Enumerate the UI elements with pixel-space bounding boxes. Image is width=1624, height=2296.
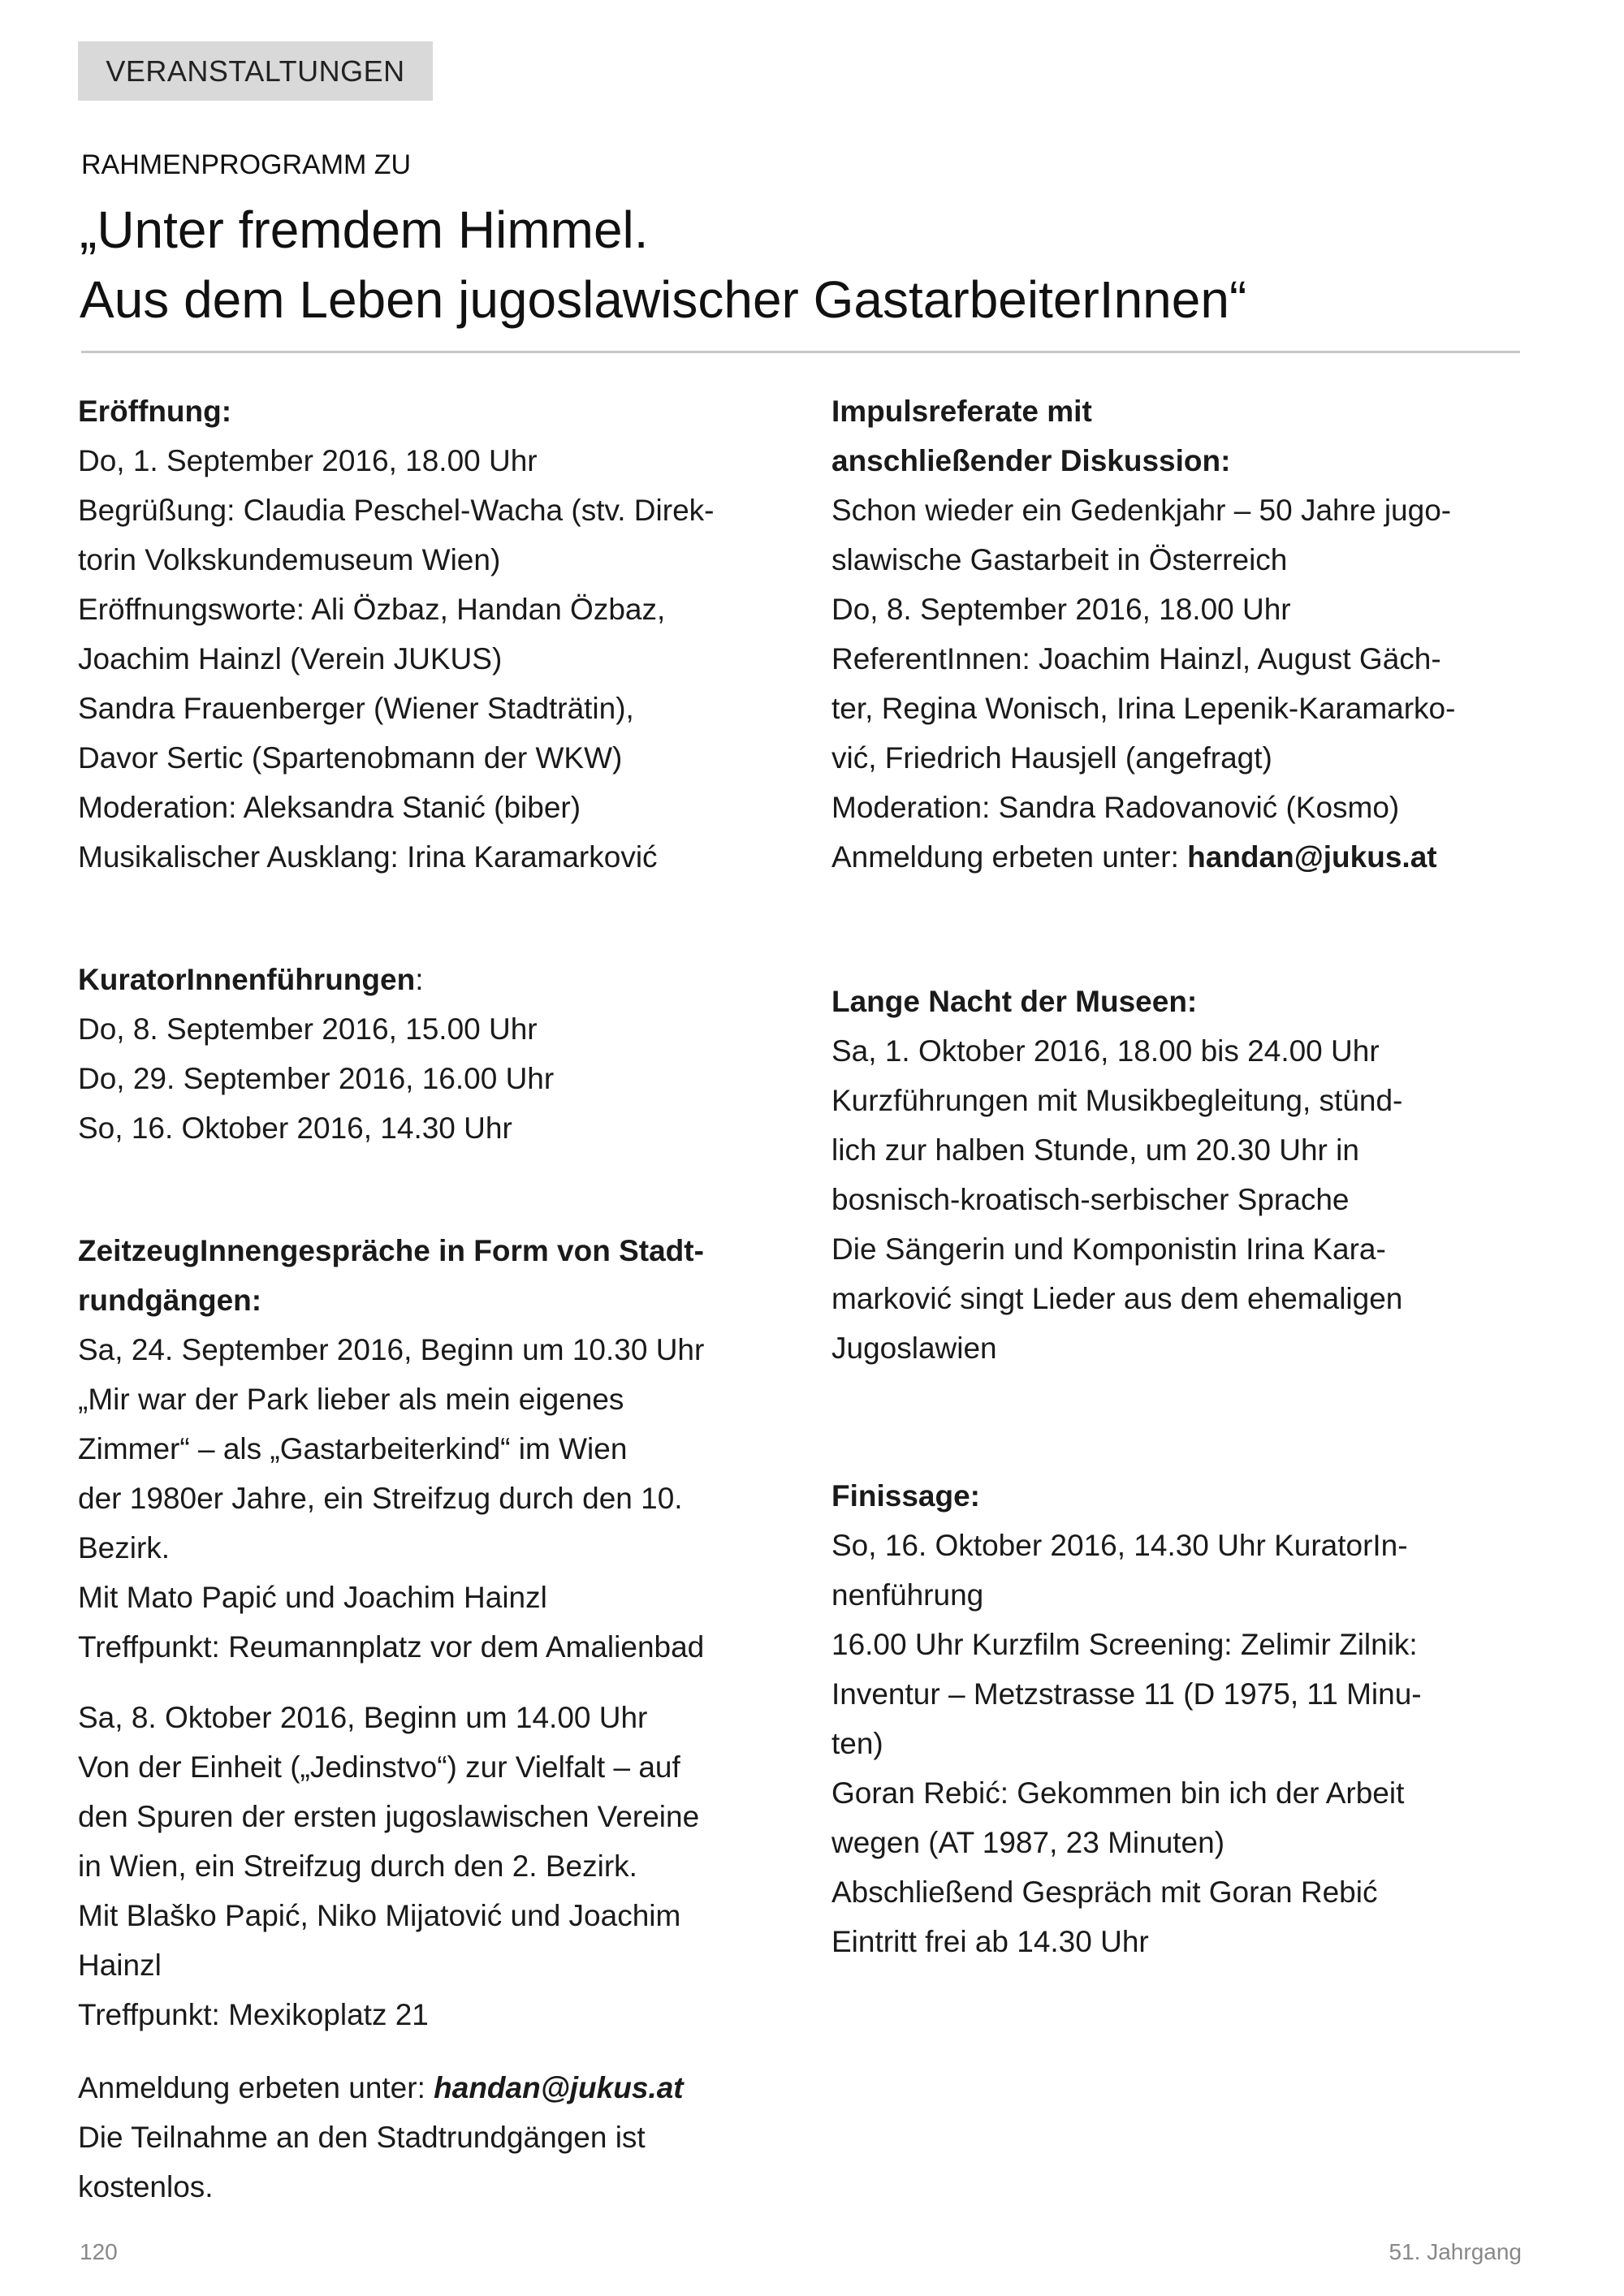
line-text: Jugoslawien: [831, 1331, 997, 1365]
line-text: Goran Rebić: Gekommen bin ich der Arbeit: [831, 1776, 1405, 1810]
block-heading: [831, 436, 1455, 486]
line-text: anschließender Diskussion:: [831, 444, 1231, 477]
block-line: [78, 1523, 704, 1573]
block-anmeldung: [78, 2063, 684, 2212]
block-line: [78, 2063, 684, 2113]
line-text: der 1980er Jahre, ein Streifzug durch den 10.: [78, 1482, 683, 1515]
block-line: [831, 1125, 1402, 1175]
block-line: [78, 733, 714, 783]
email-link[interactable]: handan@jukus.at: [434, 2071, 684, 2104]
line-text: Moderation: Sandra Radovanović (Kosmo): [831, 791, 1400, 824]
block-line: [831, 1818, 1422, 1867]
line-text: Impulsreferate mit: [831, 395, 1092, 428]
line-text: den Spuren der ersten jugoslawischen Vereine: [78, 1800, 700, 1833]
block-zeitzeuginnen: [78, 1226, 704, 1672]
line-text: Treffpunkt: Mexikoplatz 21: [78, 1998, 429, 2031]
block-line: [78, 1792, 699, 1841]
line-text: Sa, 1. Oktober 2016, 18.00 bis 24.00 Uhr: [831, 1034, 1380, 1068]
line-text: Finissage:: [831, 1479, 980, 1513]
block-line: [78, 1990, 699, 2039]
block-line: [831, 733, 1455, 783]
line-text: Die Teilnahme an den Stadtrundgängen ist: [78, 2121, 646, 2154]
line-text: So, 16. Oktober 2016, 14.30 Uhr KuratorIn-: [831, 1529, 1408, 1562]
line-text: Davor Sertic (Spartenobmann der WKW): [78, 741, 623, 775]
line-text: kostenlos.: [78, 2170, 214, 2203]
block-line: [831, 1323, 1402, 1373]
block-line: [78, 1693, 699, 1742]
line-text: Mit Mato Papić und Joachim Hainzl: [78, 1581, 547, 1614]
line-text: vić, Friedrich Hausjell (angefragt): [831, 741, 1272, 775]
line-text: Eintritt frei ab 14.30 Uhr: [831, 1925, 1149, 1958]
block-heading: [78, 955, 554, 1004]
block-stadtrundgang-2: [78, 1693, 699, 2039]
block-line: [831, 1076, 1402, 1125]
line-text: Inventur – Metzstrasse 11 (D 1975, 11 Minu-: [831, 1677, 1422, 1711]
block-line: [78, 1742, 699, 1792]
block-line: [78, 1325, 704, 1375]
block-line: [831, 1175, 1402, 1224]
line-text: bosnisch-kroatisch-serbischer Sprache: [831, 1183, 1350, 1216]
line-text: ReferentInnen: Joachim Hainzl, August Gäch-: [831, 642, 1441, 675]
line-text: Sandra Frauenberger (Wiener Stadträtin),: [78, 692, 634, 725]
line-text: torin Volkskundemuseum Wien): [78, 543, 501, 576]
block-line: [78, 783, 714, 832]
block-line: [78, 1891, 699, 1940]
block-line: [78, 1841, 699, 1891]
line-text: Do, 29. September 2016, 16.00 Uhr: [78, 1062, 555, 1095]
block-line: [831, 1274, 1402, 1323]
line-text: Abschließend Gespräch mit Goran Rebić: [831, 1875, 1378, 1909]
block-line: [831, 1669, 1422, 1719]
block-line: [78, 1474, 704, 1523]
line-text: wegen (AT 1987, 23 Minuten): [831, 1826, 1225, 1859]
line-text: Kurzführungen mit Musikbegleitung, stünd-: [831, 1084, 1403, 1117]
line-text: Eröffnungsworte: Ali Özbaz, Handan Özbaz,: [78, 593, 666, 626]
block-impulsreferate: [831, 386, 1455, 882]
divider: [81, 351, 1520, 353]
block-line: [78, 1573, 704, 1622]
line-text: ZeitzeugInnengespräche in Form von Stadt-: [78, 1234, 704, 1267]
block-heading: [78, 1275, 704, 1325]
line-text: Bezirk.: [78, 1531, 171, 1564]
line-text: ten): [831, 1727, 883, 1760]
block-line: [78, 1375, 704, 1424]
block-line: [831, 1026, 1402, 1076]
block-heading: [831, 977, 1402, 1026]
line-tail: :: [415, 963, 424, 996]
line-text: marković singt Lieder aus dem ehemaligen: [831, 1282, 1403, 1315]
block-lange-nacht: [831, 977, 1402, 1373]
line-text: Sa, 8. Oktober 2016, Beginn um 14.00 Uhr: [78, 1701, 648, 1734]
block-finissage: [831, 1471, 1422, 1966]
line-text: Von der Einheit („Jedinstvo“) zur Vielfalt – auf: [78, 1750, 680, 1784]
block-line: [831, 535, 1455, 585]
block-line: [78, 1004, 554, 1054]
line-text: So, 16. Oktober 2016, 14.30 Uhr: [78, 1111, 512, 1145]
line-text: Mit Blaško Papić, Niko Mijatović und Joachim: [78, 1899, 681, 1932]
block-kuratorinnenfuehrungen: [78, 955, 554, 1153]
block-line: [831, 1917, 1422, 1966]
block-line: [831, 1867, 1422, 1917]
line-text: Schon wieder ein Gedenkjahr – 50 Jahre jugo-: [831, 494, 1452, 527]
line-text: Hainzl: [78, 1949, 162, 1982]
line-text: Moderation: Aleksandra Stanić (biber): [78, 791, 581, 824]
line-text: „Mir war der Park lieber als mein eigenes: [78, 1383, 624, 1416]
block-line: [831, 783, 1455, 832]
block-line: [831, 1719, 1422, 1768]
line-text: Anmeldung erbeten unter:: [831, 840, 1188, 874]
block-line: [831, 1620, 1422, 1669]
block-heading: [78, 1226, 704, 1275]
block-heading: [78, 386, 714, 436]
email-link[interactable]: handan@jukus.at: [1187, 840, 1437, 874]
block-line: [78, 684, 714, 733]
block-line: [831, 1570, 1422, 1620]
block-line: [831, 832, 1455, 882]
block-line: [78, 1054, 554, 1103]
block-line: [78, 1424, 704, 1474]
line-text: Do, 8. September 2016, 18.00 Uhr: [831, 593, 1291, 626]
line-text: 16.00 Uhr Kurzfilm Screening: Zelimir Zilnik:: [831, 1628, 1418, 1661]
line-text: slawische Gastarbeit in Österreich: [831, 543, 1288, 576]
block-line: [831, 684, 1455, 733]
line-text: in Wien, ein Streifzug durch den 2. Bezirk.: [78, 1849, 637, 1883]
line-text: Do, 8. September 2016, 15.00 Uhr: [78, 1012, 538, 1046]
line-text: ter, Regina Wonisch, Irina Lepenik-Karamarko-: [831, 692, 1456, 725]
block-line: [78, 585, 714, 634]
block-line: [78, 2162, 684, 2212]
block-line: [831, 486, 1455, 535]
line-text: Zimmer“ – als „Gastarbeiterkind“ im Wien: [78, 1432, 628, 1465]
line-text: Do, 1. September 2016, 18.00 Uhr: [78, 444, 538, 477]
line-text: Begrüßung: Claudia Peschel-Wacha (stv. Direk-: [78, 494, 715, 527]
page-title: [80, 195, 1246, 334]
title-line: „Unter fremdem Himmel.: [80, 201, 649, 259]
block-line: [78, 486, 714, 535]
line-text: nenführung: [831, 1578, 984, 1612]
block-line: [831, 1521, 1422, 1570]
kicker: RAHMENPROGRAMM ZU: [81, 149, 412, 180]
line-text: Anmeldung erbeten unter:: [78, 2071, 434, 2104]
line-text: Lange Nacht der Museen:: [831, 985, 1198, 1018]
line-text: rundgängen:: [78, 1284, 262, 1317]
line-text: Treffpunkt: Reumannplatz vor dem Amalienbad: [78, 1630, 705, 1664]
page-number: 120: [80, 2239, 118, 2264]
volume-label: 51. Jahrgang: [1389, 2239, 1522, 2264]
line-text: Joachim Hainzl (Verein JUKUS): [78, 642, 503, 675]
block-line: [78, 1622, 704, 1672]
block-line: [78, 1940, 699, 1990]
block-line: [78, 832, 714, 882]
section-tag: VERANSTALTUNGEN: [78, 41, 433, 101]
block-line: [831, 1768, 1422, 1818]
line-text: Eröffnung:: [78, 395, 232, 428]
block-line: [78, 2113, 684, 2162]
block-heading: [831, 1471, 1422, 1521]
block-line: [78, 535, 714, 585]
block-line: [831, 585, 1455, 634]
block-line: [78, 436, 714, 486]
line-text: KuratorInnenführungen: [78, 963, 416, 996]
block-heading: [831, 386, 1455, 436]
title-line: Aus dem Leben jugoslawischer GastarbeiterInnen“: [80, 270, 1247, 329]
block-line: [831, 634, 1455, 684]
block-line: [831, 1224, 1402, 1274]
block-eroeffnung: [78, 386, 714, 882]
block-line: [78, 634, 714, 684]
line-text: Die Sängerin und Komponistin Irina Kara-: [831, 1232, 1386, 1266]
block-line: [78, 1103, 554, 1153]
line-text: Sa, 24. September 2016, Beginn um 10.30 Uhr: [78, 1333, 705, 1366]
line-text: lich zur halben Stunde, um 20.30 Uhr in: [831, 1133, 1359, 1167]
line-text: Musikalischer Ausklang: Irina Karamarković: [78, 840, 658, 874]
